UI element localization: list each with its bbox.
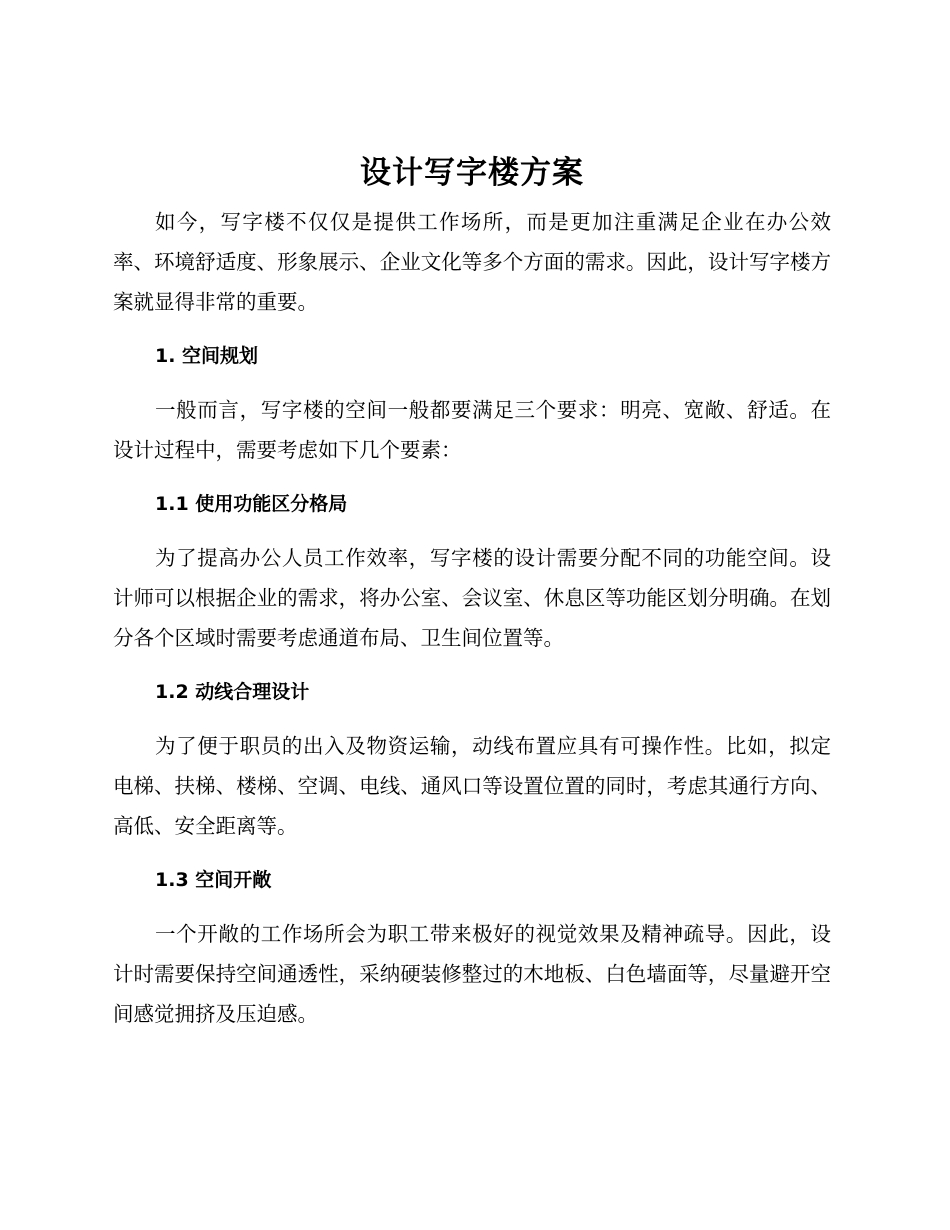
intro-paragraph: 如今，写字楼不仅仅是提供工作场所，而是更加注重满足企业在办公效率、环境舒适度、形象展示、企业文化等多个方面的需求。因此，设计写字楼方案就显得非常的重要。 <box>113 210 831 314</box>
section-body-functional-zoning: 为了提高办公人员工作效率，写字楼的设计需要分配不同的功能空间。设计师可以根据企业的需求，将办公室、会议室、休息区等功能区划分明确。在划分各个区域时需要考虑通道布局、卫生间位置等。 <box>113 546 831 650</box>
section-heading-space-planning: 1. 空间规划 <box>155 345 259 367</box>
document-title: 设计写字楼方案 <box>360 155 584 191</box>
document-page <box>113 150 831 1034</box>
section-heading-functional-zoning: 1.1 使用功能区分格局 <box>155 493 348 515</box>
section-body-circulation-design: 为了便于职员的出入及物资运输，动线布置应具有可操作性。比如，拟定电梯、扶梯、楼梯、空调、电线、通风口等设置位置的同时，考虑其通行方向、高低、安全距离等。 <box>113 734 831 838</box>
section-body-open-space: 一个开敞的工作场所会为职工带来极好的视觉效果及精神疏导。因此，设计时需要保持空间通透性，采纳硬装修整过的木地板、白色墙面等，尽量避开空间感觉拥挤及压迫感。 <box>113 922 831 1026</box>
section-body-space-planning: 一般而言，写字楼的空间一般都要满足三个要求：明亮、宽敞、舒适。在设计过程中，需要考虑如下几个要素： <box>113 398 831 462</box>
section-heading-open-space: 1.3 空间开敞 <box>155 869 272 891</box>
section-heading-circulation-design: 1.2 动线合理设计 <box>155 681 310 703</box>
